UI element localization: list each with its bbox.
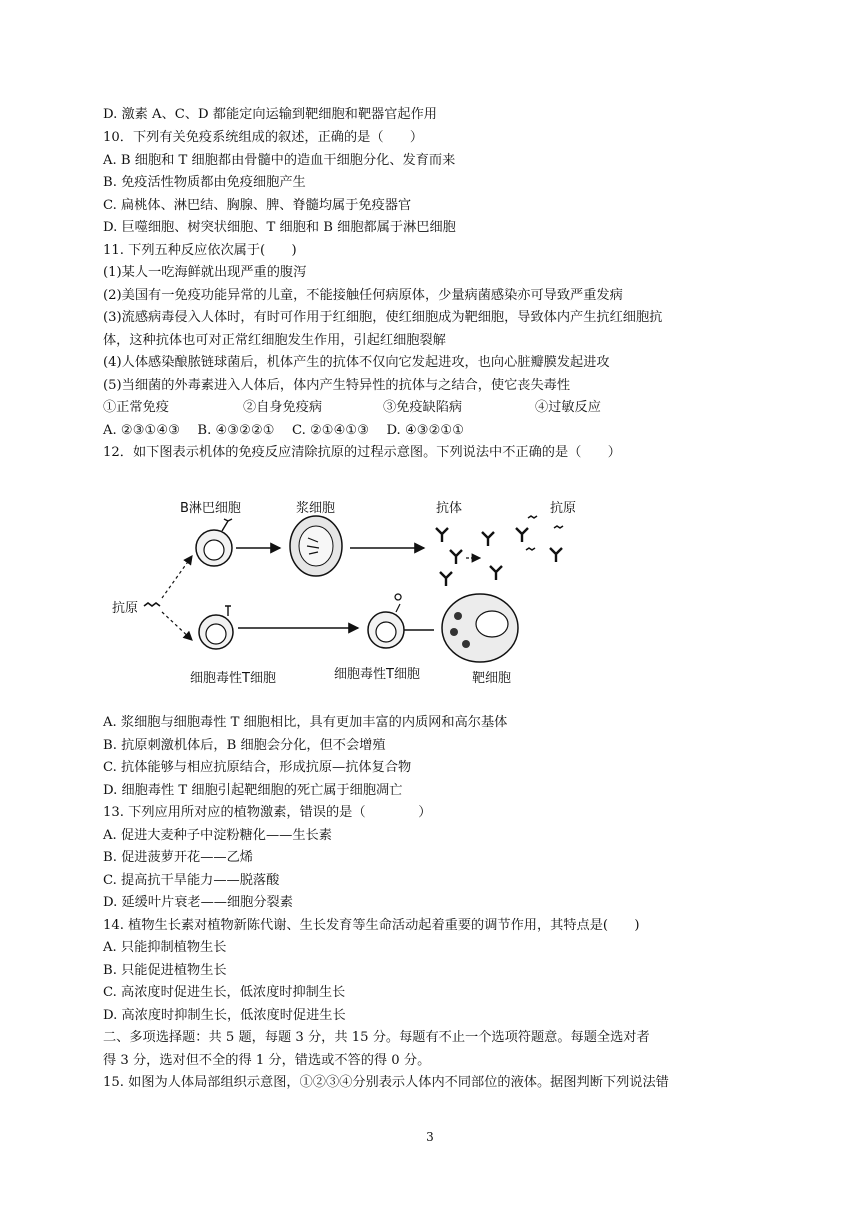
- section-heading: 二、多项选择题：共 5 题，每题 3 分，共 15 分。每题有不止一个选项符题意。每题全选对者: [103, 1030, 650, 1045]
- option-line: D. 巨噬细胞、树突状细胞、T 细胞和 B 细胞都属于淋巴细胞: [103, 220, 456, 235]
- dashed-arrow-down: [162, 612, 192, 640]
- antigen-small-icons: [526, 516, 563, 550]
- option-line: A. B 细胞和 T 细胞都由骨髓中的造血干细胞分化、发育而来: [103, 153, 456, 168]
- option-line: C. 扁桃体、淋巴结、胸腺、脾、脊髓均属于免疫器官: [103, 198, 412, 213]
- text-line: D. 激素 A、C、D 都能定向运输到靶细胞和靶器官起作用: [103, 107, 437, 122]
- category-item: ①正常免疫: [103, 400, 169, 415]
- question-15-stem: 15. 如图为人体局部组织示意图，①②③④分别表示人体内不同部位的液体。据图判断下列说法错: [103, 1075, 669, 1090]
- t-cell-label-left: 细胞毒性T细胞: [190, 671, 276, 686]
- category-item: ④过敏反应: [535, 400, 601, 415]
- option-line: B. 只能促进植物生长: [103, 963, 227, 978]
- option-line: A. 促进大麦种子中淀粉糖化——生长素: [103, 828, 332, 843]
- category-item: ②自身免疫病: [243, 400, 323, 415]
- option-line: D. 延缓叶片衰老——细胞分裂素: [103, 895, 293, 910]
- b-cell-label: B淋巴细胞: [180, 501, 241, 516]
- option-line: D. 细胞毒性 T 细胞引起靶细胞的死亡属于细胞凋亡: [103, 783, 403, 798]
- option-line: B. 促进菠萝开花——乙烯: [103, 850, 253, 865]
- plasma-cell-icon: [290, 516, 342, 576]
- question-13-stem: 13. 下列应用所对应的植物激素，错误的是（ ）: [103, 805, 432, 820]
- option-line: A. 只能抑制植物生长: [103, 940, 227, 955]
- q11-answer-options: A. ②③①④③ B. ④③②②① C. ②①④①③ D. ④③②①①: [103, 423, 465, 438]
- question-12-stem: 12．如下图表示机体的免疫反应清除抗原的过程示意图。下列说法中不正确的是（ ）: [103, 445, 621, 460]
- text-line: 体，这种抗体也可对正常红细胞发生作用，引起红细胞裂解: [103, 333, 446, 348]
- plasma-cell-label: 浆细胞: [296, 501, 336, 516]
- text-line: (5)当细菌的外毒素进入人体后，体内产生特异性的抗体与之结合，使它丧失毒性: [103, 378, 571, 393]
- option-line: B. 免疫活性物质都由免疫细胞产生: [103, 175, 306, 190]
- b-cell-icon: [196, 519, 232, 566]
- antibody-label: 抗体: [436, 501, 463, 516]
- antigen-label-top: 抗原: [550, 501, 577, 516]
- t-cell-right-icon: [368, 594, 434, 648]
- text-line: (2)美国有一免疫功能异常的儿童，不能接触任何病原体，少量病菌感染亦可导致严重发病: [103, 288, 623, 303]
- option-line: A. 浆细胞与细胞毒性 T 细胞相比，具有更加丰富的内质网和高尔基体: [103, 715, 508, 730]
- target-cell-icon: [442, 594, 518, 662]
- antigen-label-left: 抗原: [112, 601, 139, 616]
- t-cell-left-icon: [199, 606, 233, 649]
- section-heading-cont: 得 3 分，选对但不全的得 1 分，错选或不答的得 0 分。: [103, 1053, 431, 1068]
- dashed-arrow-up: [162, 556, 192, 598]
- category-item: ③免疫缺陷病: [383, 400, 463, 415]
- question-14-stem: 14. 植物生长素对植物新陈代谢、生长发育等生命活动起着重要的调节作用，其特点是( ): [103, 918, 640, 933]
- page-number: 3: [426, 1130, 434, 1144]
- option-line: B. 抗原刺激机体后，B 细胞会分化，但不会增殖: [103, 738, 386, 753]
- q11-categories: [103, 397, 601, 419]
- text-line: (3)流感病毒侵入人体时，有时可作用于红细胞，使红细胞成为靶细胞，导致体内产生抗红细胞抗: [103, 310, 663, 325]
- option-line: D. 高浓度时抑制生长，低浓度时促进生长: [103, 1008, 346, 1023]
- text-line: (4)人体感染酿脓链球菌后，机体产生的抗体不仅向它发起进攻，也向心脏瓣膜发起进攻: [103, 355, 610, 370]
- option-line: C. 高浓度时促进生长，低浓度时抑制生长: [103, 985, 346, 1000]
- text-line: (1)某人一吃海鲜就出现严重的腹泻: [103, 265, 307, 280]
- antibody-icons: [436, 528, 562, 586]
- option-line: C. 抗体能够与相应抗原结合，形成抗原—抗体复合物: [103, 760, 412, 775]
- question-11-stem: 11. 下列五种反应依次属于( ): [103, 243, 297, 258]
- option-line: C. 提高抗干旱能力——脱落酸: [103, 873, 280, 888]
- immune-response-figure: [110, 488, 590, 688]
- t-cell-label-right: 细胞毒性T细胞: [334, 667, 420, 682]
- question-10-stem: 10．下列有关免疫系统组成的叙述，正确的是（ ）: [103, 130, 424, 145]
- target-cell-label: 靶细胞: [472, 671, 512, 686]
- antigen-shape: [144, 603, 160, 606]
